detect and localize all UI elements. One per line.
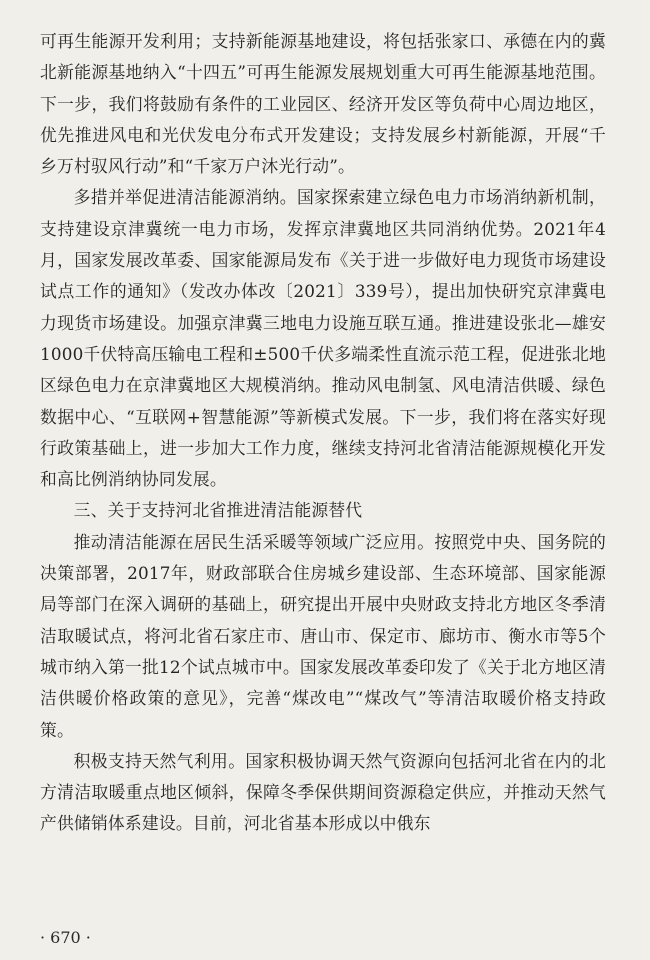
body-text [40,26,606,840]
paragraph-clean-energy-consumption: 多措并举促进清洁能源消纳。国家探索建立绿色电力市场消纳新机制，支持建设京津冀统一电力市场，发挥京津冀地区共同消纳优势。2021年4月，国家发展改革委、国家能源局发布《关于进一步做好电力现货市场建设试点工作的通知》（发改办体改〔2021〕339号），提出加快研究京津冀电力现货市场建设。加强京津冀三地电力设施互联互通。推进建设张北—雄安1000千伏特高压输电工程和±500千伏多端柔性直流示范工程，促进张北地区绿色电力在京津冀地区大规模消纳。推动风电制氢、风电清洁供暖、绿色数据中心、“互联网+智慧能源”等新模式发展。下一步，我们将在落实好现行政策基础上，进一步加大工作力度，继续支持河北省清洁能源规模化开发和高比例消纳协同发展。 [40,187,606,490]
section-heading: 三、关于支持河北省推进清洁能源替代 [73,500,363,521]
page-number: · 670 · [40,928,91,947]
paragraph-continued: 可再生能源开发利用；支持新能源基地建设，将包括张家口、承德在内的冀北新能源基地纳入“十四五”可再生能源发展规划重大可再生能源基地范围。下一步，我们将鼓励有条件的工业园区、经济开发区等负荷中心周边地区，优先推进风电和光伏发电分布式开发建设；支持发展乡村新能源，开展“千乡万村驭风行动”和“千家万户沐光行动”。 [40,31,606,177]
paragraph-natural-gas: 积极支持天然气利用。国家积极协调天然气资源向包括河北省在内的北方清洁取暖重点地区倾斜，保障冬季保供期间资源稳定供应，并推动天然气产供储销体系建设。目前，河北省基本形成以中俄东 [40,750,606,834]
paragraph-clean-heating: 推动清洁能源在居民生活采暖等领域广泛应用。按照党中央、国务院的决策部署，2017年，财政部联合住房城乡建设部、生态环境部、国家能源局等部门在深入调研的基础上，研究提出开展中央财政支持北方地区冬季清洁取暖试点，将河北省石家庄市、唐山市、保定市、廊坊市、衡水市等5个城市纳入第一批12个试点城市中。国家发展改革委印发了《关于北方地区清洁供暖价格政策的意见》，完善“煤改电”“煤改气”等清洁取暖价格支持政策。 [40,531,606,740]
